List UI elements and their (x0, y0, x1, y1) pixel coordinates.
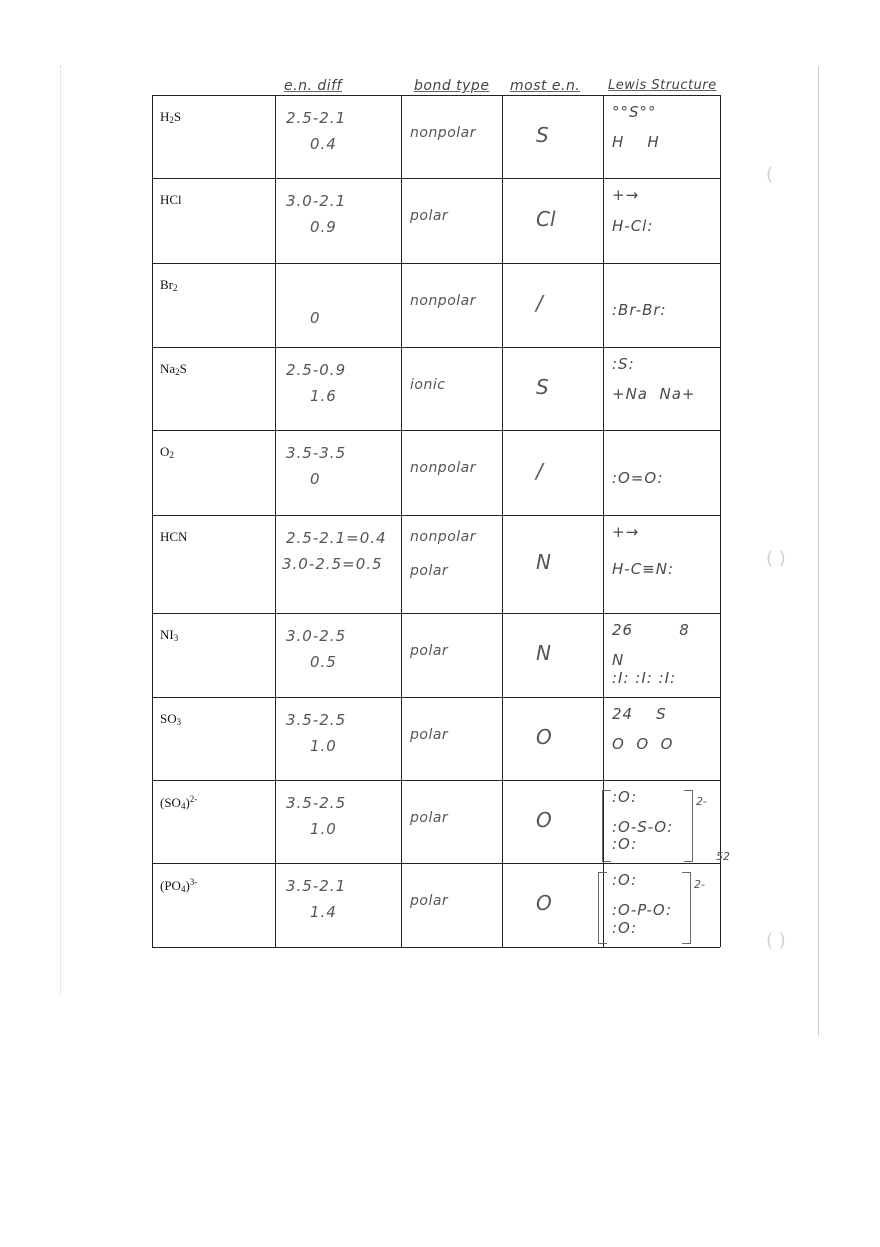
table-row-border (152, 697, 720, 698)
compound-formula: HCN (160, 529, 188, 544)
compound-formula: $H_2S$ (160, 109, 182, 125)
table-row-border (152, 780, 720, 781)
compound-formula: HCl (160, 192, 182, 207)
most-electronegative: S (536, 122, 549, 147)
table-column-border (275, 95, 276, 947)
en-difference-result: 3.0-2.5=0.5 (282, 555, 383, 573)
table-row-border (152, 613, 720, 614)
compound-formula: $(PO_4)^{3-}$ (160, 877, 198, 894)
en-difference-calc: 3.5-2.1 (286, 877, 347, 895)
bond-type: nonpolar (410, 460, 476, 476)
margin-mark: ( ) (766, 930, 786, 951)
en-difference-result: 1.0 (310, 820, 337, 838)
table-column-border (720, 95, 721, 947)
most-electronegative: Cl (536, 206, 556, 231)
compound-formula: $O_2$ (160, 444, 174, 460)
lewis-structure: :Br-Br: (612, 301, 667, 319)
lewis-structure-top: :O: (612, 871, 638, 889)
most-electronegative: O (536, 807, 552, 832)
bracket-right-po4 (682, 872, 691, 944)
header-bond-type: bond type (414, 78, 490, 94)
en-difference-result: 0 (310, 470, 321, 488)
table-row-border (152, 178, 720, 179)
lewis-structure: H H (612, 132, 660, 151)
margin-mark: ( ) (766, 548, 786, 569)
most-electronegative: N (536, 641, 551, 665)
en-difference-calc: 3.5-2.5 (286, 711, 347, 729)
header-en-diff: e.n. diff (284, 78, 342, 94)
page-mark: 52 (716, 850, 730, 863)
margin-mark: ( (766, 164, 774, 185)
bond-type: polar (410, 893, 449, 909)
en-difference-result: 1.6 (310, 387, 337, 405)
lewis-structure-top: +→ (612, 186, 640, 204)
bond-type: nonpolar (410, 125, 476, 141)
bond-type: nonpolar (410, 293, 476, 309)
lewis-structure: N (612, 651, 625, 669)
bond-type: polar (410, 208, 449, 224)
en-difference-calc: 3.0-2.1 (286, 192, 347, 210)
table-column-border (152, 95, 153, 947)
bond-type: polar (410, 810, 449, 826)
most-electronegative: S (536, 374, 549, 399)
lewis-structure-top: 24 S (612, 705, 667, 723)
lewis-structure-top: +→ (612, 523, 640, 541)
bracket-left-po4 (598, 872, 607, 944)
most-electronegative: O (536, 891, 552, 915)
lewis-structure-bottom: :O: (612, 919, 638, 937)
en-difference-calc: 2.5-2.1 (286, 109, 347, 127)
bond-type: nonpolar (410, 529, 476, 545)
charge-so4: 2- (696, 795, 707, 808)
en-difference-result: 1.4 (310, 903, 337, 921)
lewis-structure: +Na Na+ (612, 384, 696, 403)
most-electronegative: / (536, 291, 543, 315)
lewis-structure: :O=O: (612, 468, 664, 487)
table-column-border (401, 95, 402, 947)
compound-formula: $(SO_4)^{2-}$ (160, 794, 198, 811)
en-difference-result: 0.4 (310, 135, 337, 153)
en-difference-calc: 3.5-3.5 (286, 444, 347, 462)
lewis-structure: H-Cl: (612, 216, 654, 235)
lewis-structure-top: 26 8 (612, 621, 690, 639)
lewis-structure: :O-P-O: (612, 901, 673, 919)
most-electronegative: O (536, 724, 552, 749)
table-row-border (152, 947, 720, 948)
lewis-structure: O O O (612, 734, 674, 753)
en-difference-result: 1.0 (310, 737, 337, 755)
compound-formula: $Br_2$ (160, 277, 178, 293)
en-difference-result: 0.5 (310, 653, 337, 671)
header-lewis-structure: Lewis Structure (608, 78, 717, 93)
compound-formula: $NI_3$ (160, 627, 179, 643)
en-difference-result: 0 (310, 309, 321, 327)
table-column-border (502, 95, 503, 947)
compound-formula: $SO_3$ (160, 711, 182, 727)
lewis-structure: H-C≡N: (612, 560, 675, 578)
most-electronegative: N (536, 550, 551, 574)
lewis-structure-top: :O: (612, 788, 638, 806)
table-row-border (152, 863, 720, 864)
en-difference-calc: 2.5-0.9 (286, 361, 347, 379)
table-row-border (152, 430, 720, 431)
en-difference-result: 0.9 (310, 218, 337, 236)
charge-po4: 2- (694, 878, 705, 891)
compound-formula: $Na_2S$ (160, 361, 187, 377)
lewis-structure-bottom: :I: :I: :I: (612, 669, 677, 687)
en-difference-calc: 3.0-2.5 (286, 627, 347, 645)
lewis-structure-top: °°S°° (612, 103, 657, 121)
bond-type: polar (410, 643, 449, 659)
bond-type: ionic (410, 377, 446, 393)
table-row-border (152, 347, 720, 348)
en-difference-calc: 3.5-2.5 (286, 794, 347, 812)
table-row-border (152, 95, 720, 96)
bond-type-second: polar (410, 563, 449, 579)
table-row-border (152, 515, 720, 516)
table-row-border (152, 263, 720, 264)
lewis-structure-top: :S: (612, 355, 635, 373)
header-most-en: most e.n. (510, 78, 581, 94)
lewis-structure: :O-S-O: (612, 817, 674, 836)
bracket-left-so4 (602, 790, 611, 862)
bracket-right-so4 (684, 790, 693, 862)
bond-type: polar (410, 727, 449, 743)
lewis-structure-bottom: :O: (612, 835, 638, 853)
most-electronegative: / (536, 458, 543, 483)
en-difference-calc: 2.5-2.1=0.4 (286, 529, 387, 547)
